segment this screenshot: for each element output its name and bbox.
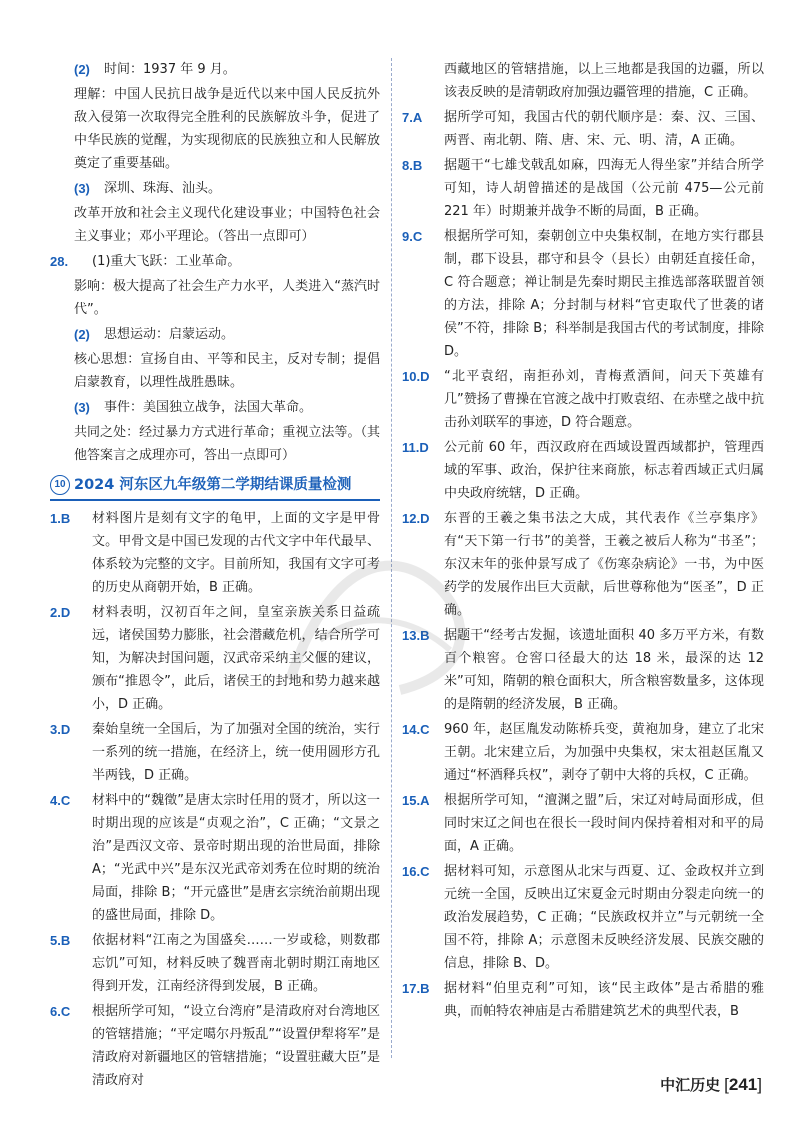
answer-paragraph: 影响：极大提高了社会生产力水平，人类进入“蒸汽时代”。 xyxy=(74,279,380,317)
answer-item xyxy=(402,225,764,363)
answer-paragraph: 共同之处：经过暴力方式进行革命；重视立法等。（其他答案言之成理亦可，答出一点即可） xyxy=(74,425,380,463)
answer-number: 3.D xyxy=(50,722,71,737)
answer-number: 16.C xyxy=(402,864,430,879)
answer-item xyxy=(402,365,764,434)
answer-number: 4.C xyxy=(50,793,71,808)
answer-number: (2) xyxy=(74,62,90,77)
answer-number: 15.A xyxy=(402,793,430,808)
answer-text: 依据材料“江南之为国盛矣……一岁或稔，则数郡忘饥”可知，材料反映了魏晋南北朝时期江南地区得到开发，江南经济得到发展，B 正确。 xyxy=(92,933,380,994)
answer-paragraph: 理解：中国人民抗日战争是近代以来中国人民反抗外敌入侵第一次取得完全胜利的民族解放斗争，促进了中华民族的觉醒，为实现彻底的民族独立和人民解放奠定了重要基础。 xyxy=(74,87,380,171)
answer-text: 事件：美国独立战争，法国大革命。 xyxy=(104,400,313,415)
answer-text: 根据所学可知，“设立台湾府”是清政府对台湾地区的管辖措施；“平定噶尔丹叛乱”“设置伊犁将军”是清政府对新疆地区的管辖措施；“设置驻藏大臣”是清政府对 xyxy=(92,1004,380,1088)
answer-item xyxy=(402,436,764,505)
answer-number: 6.C xyxy=(50,1004,71,1019)
page-number: 241 xyxy=(728,1074,758,1094)
answer-item xyxy=(50,789,380,927)
answer-text: (1)重大飞跃：工业革命。 xyxy=(92,254,241,269)
answer-item xyxy=(402,106,764,152)
answer-text: 时间：1937 年 9 月。 xyxy=(104,62,236,77)
answer-27-2 xyxy=(50,58,380,81)
answer-text: 深圳、珠海、汕头。 xyxy=(104,181,222,196)
answer-item xyxy=(50,718,380,787)
answer-text: 据题干“经考古发掘，该遗址面积 40 多万平方米，有数百个粮窖。仓窖口径最大的达 18 米，最深的达 12 米”可知，隋朝的粮仓面积大，所含粮窖数量多，这体现的是隋朝的经济发展，B 正确。 xyxy=(444,628,764,712)
answer-number: 8.B xyxy=(402,158,423,173)
answer-number: 1.B xyxy=(50,511,71,526)
answer-continuation: 西藏地区的管辖措施，以上三地都是我国的边疆，所以该表反映的是清朝政府加强边疆管理的措施，C 正确。 xyxy=(444,62,764,100)
answer-item xyxy=(402,860,764,975)
answer-number: 7.A xyxy=(402,110,423,125)
answer-text: 960 年，赵匡胤发动陈桥兵变，黄袍加身，建立了北宋王朝。北宋建立后，为加强中央集权，宋太祖赵匡胤又通过“杯酒释兵权”，剥夺了朝中大将的兵权，C 正确。 xyxy=(444,722,764,783)
answer-number: (2) xyxy=(74,327,90,342)
section-heading xyxy=(50,473,380,501)
answer-text: 据题干“七雄戈戟乱如麻，四海无人得坐家”并结合所学可知，诗人胡曾描述的是战国（公元前 475—公元前 221 年）时期兼并战争不断的局面，B 正确。 xyxy=(444,158,764,219)
answer-number: 10.D xyxy=(402,369,430,384)
answer-number: 12.D xyxy=(402,511,430,526)
answer-item xyxy=(402,718,764,787)
answer-text: 思想运动：启蒙运动。 xyxy=(104,327,235,342)
answer-paragraph: 改革开放和社会主义现代化建设事业；中国特色社会主义事业；邓小平理论。（答出一点即可） xyxy=(74,206,380,244)
bracket-right-icon: ] xyxy=(757,1074,762,1094)
answer-text: 据材料“伯里克利”可知，该“民主政体”是古希腊的雅典，而帕特农神庙是古希腊建筑艺术的典型代表，B xyxy=(444,981,764,1019)
answer-text: 材料表明，汉初百年之间，皇室亲族关系日益疏远，诸侯国势力膨胀，社会潜藏危机，结合所学可知，为解决封国问题，汉武帝采纳主父偃的建议，颁布“推恩令”，此后，诸侯王的封地和势力越来越小，D 正确。 xyxy=(92,605,380,712)
answer-paragraph: 核心思想：宣扬自由、平等和民主，反对专制；提倡启蒙教育，以理性战胜愚昧。 xyxy=(74,352,380,390)
answer-28-3 xyxy=(50,396,380,419)
answer-number: 17.B xyxy=(402,981,430,996)
answer-number: 2.D xyxy=(50,605,71,620)
answer-item xyxy=(402,789,764,858)
answer-number: (3) xyxy=(74,181,90,196)
answer-item xyxy=(402,977,764,1023)
answer-text: 东晋的王羲之集书法之大成，其代表作《兰亭集序》有“天下第一行书”的美誉，王羲之被后人称为“书圣”；东汉末年的张仲景写成了《伤寒杂病论》一书，为中医药学的发展作出巨大贡献，后世尊称他为“医圣”，D 正确。 xyxy=(444,511,764,618)
book-label: 中汇历史 xyxy=(660,1076,721,1094)
answer-28-1 xyxy=(50,250,380,273)
bracket-left-icon: [ xyxy=(724,1074,729,1094)
answer-item xyxy=(402,154,764,223)
section-number-badge: 10 xyxy=(50,475,70,495)
answer-number: 28. xyxy=(50,254,69,269)
answer-number: (3) xyxy=(74,400,90,415)
answer-text: 据材料可知，示意图从北宋与西夏、辽、金政权并立到元统一全国，反映出辽宋夏金元时期由分裂走向统一的政治发展趋势，C 正确；“民族政权并立”与元朝统一全国不符，排除 A；示意图未反映经济发展、民族交融的信息，排除 B、D。 xyxy=(444,864,764,971)
answer-text: 材料中的“魏徵”是唐太宗时任用的贤才，所以这一时期出现的应该是“贞观之治”，C 正确；“文景之治”是西汉文帝、景帝时期出现的治世局面，排除 A；“光武中兴”是东汉光武帝刘秀在位时期的统治局面，排除 B；“开元盛世”是唐玄宗统治前期出现的盛世局面，排除 D。 xyxy=(92,793,380,923)
answer-number: 14.C xyxy=(402,722,430,737)
page-footer xyxy=(660,1074,762,1095)
answer-text: 根据所学可知，秦朝创立中央集权制，在地方实行郡县制，郡下设县，郡守和县令（县长）由朝廷直接任命，C 符合题意；禅让制是先秦时期民主推选部落联盟首领的方法，排除 A；分封制与材料“官吏取代了世袭的诸侯”不符，排除 B；科举制是我国古代的考试制度，排除 D。 xyxy=(444,229,764,359)
answer-text: 据所学可知，我国古代的朝代顺序是：秦、汉、三国、两晋、南北朝、隋、唐、宋、元、明、清，A 正确。 xyxy=(444,110,764,148)
answer-text: “北平袁绍，南拒孙刘，青梅煮酒间，问天下英雄有几”赞扬了曹操在官渡之战中打败袁绍、在赤壁之战中抗击孙刘联军的事迹，D 符合题意。 xyxy=(444,369,764,430)
answer-number: 13.B xyxy=(402,628,430,643)
answer-28-2 xyxy=(50,323,380,346)
answer-item xyxy=(50,1000,380,1092)
answer-text: 根据所学可知，“澶渊之盟”后，宋辽对峙局面形成，但同时宋辽之间也在很长一段时间内保持着相对和平的局面，A 正确。 xyxy=(444,793,764,854)
answer-number: 9.C xyxy=(402,229,423,244)
answer-text: 公元前 60 年，西汉政府在西域设置西域都护，管理西域的军事、政治，保护往来商旅，标志着西域正式归属中央政府统辖，D 正确。 xyxy=(444,440,764,501)
page-number-box xyxy=(724,1075,762,1095)
answer-27-3 xyxy=(50,177,380,200)
watermark-logo-icon xyxy=(250,520,510,720)
answer-number: 5.B xyxy=(50,933,71,948)
answer-number: 11.D xyxy=(402,440,429,455)
answer-text: 秦始皇统一全国后，为了加强对全国的统治，实行一系列的统一措施，在经济上，统一使用圆形方孔半两钱，D 正确。 xyxy=(92,722,380,783)
answer-text: 材料图片是刻有文字的龟甲，上面的文字是甲骨文。甲骨文是中国已发现的古代文字中年代最早、体系较为完整的文字。目前所知，我国有文字可考的历史从商朝开始，B 正确。 xyxy=(92,511,380,595)
answer-item xyxy=(50,929,380,998)
section-title-text: 2024 河东区九年级第二学期结课质量检测 xyxy=(74,477,352,493)
